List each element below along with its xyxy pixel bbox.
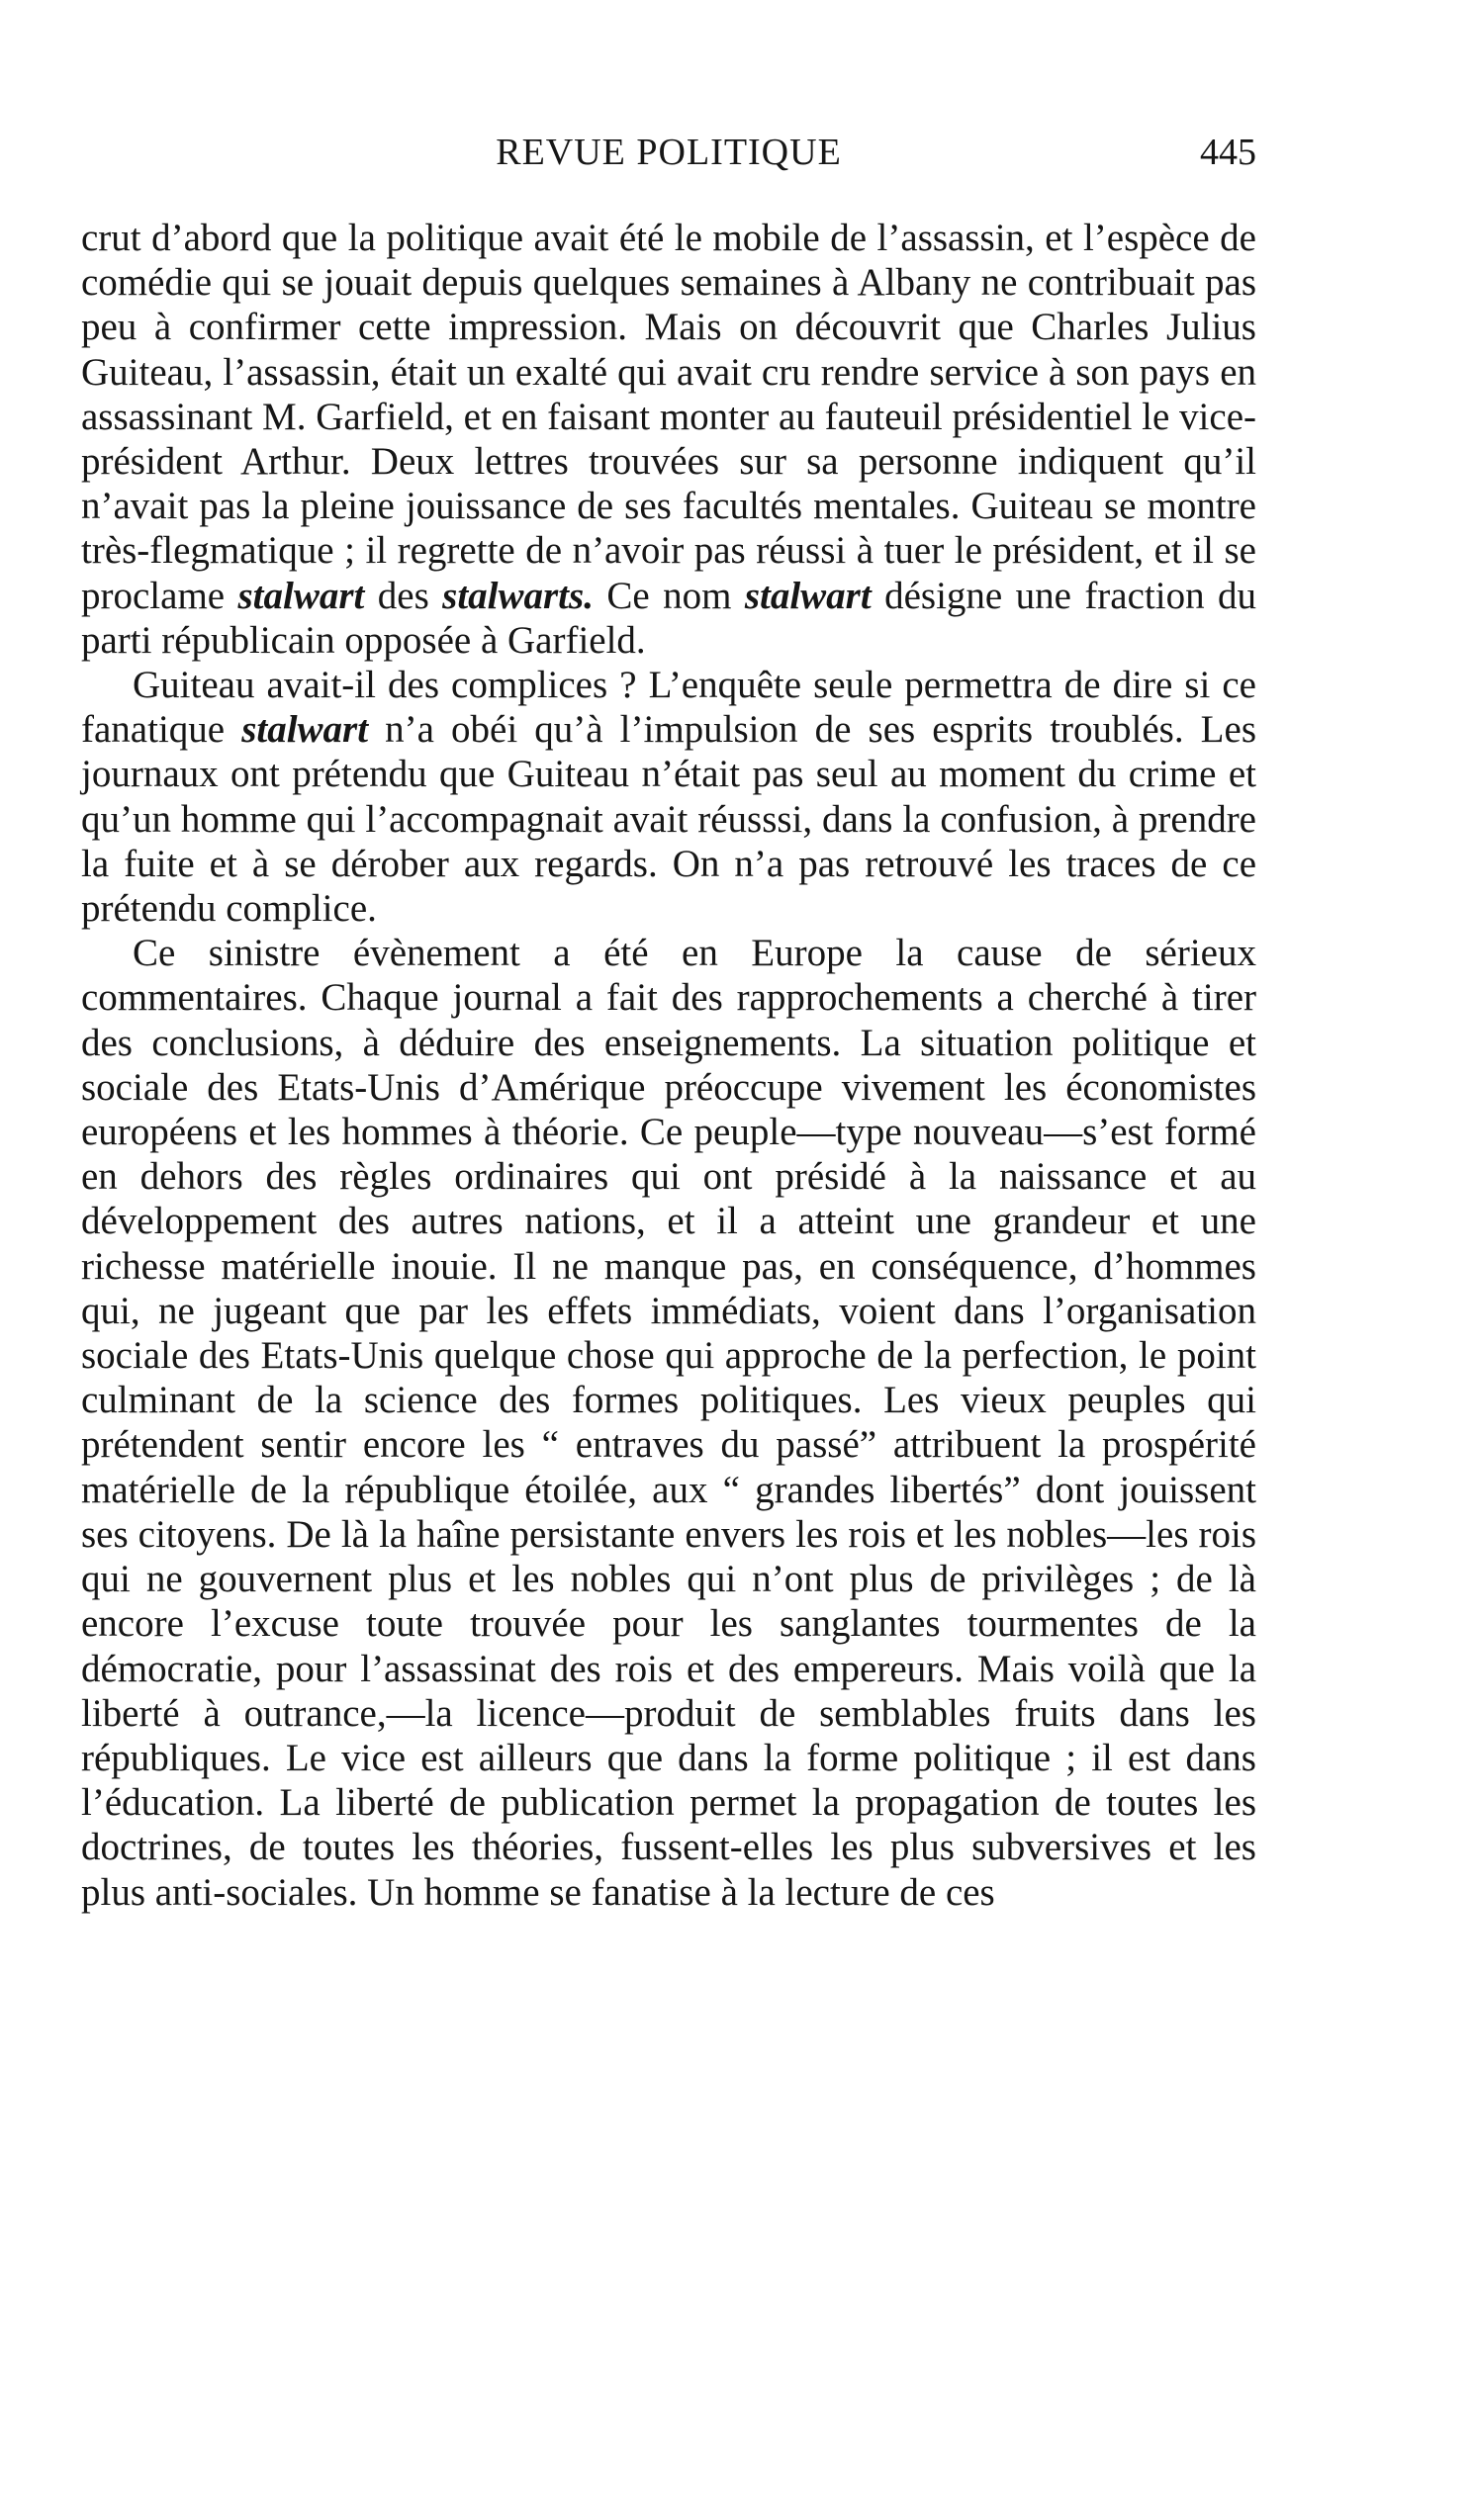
italic-term: stalwart xyxy=(744,574,872,617)
paragraph xyxy=(81,931,1256,1914)
running-title: REVUE POLITIQUE xyxy=(496,132,842,173)
italic-term: stalwart xyxy=(237,574,365,617)
body-text xyxy=(81,216,1256,1915)
text-run: des xyxy=(364,574,443,617)
text-run: Guiteau avait-il des complices ? L’enquête seule permettra de dire si ce fanatique xyxy=(81,664,1256,752)
paragraph xyxy=(81,216,1256,663)
paragraph xyxy=(81,663,1256,931)
text-run: n’a obéi qu’à l’impulsion de ses esprits troublés. Les journaux ont prétendu que Guiteau n’était pas seul au moment du crime et qu’un homme qui l’accompagnait avait réusssi, dans la confusion, à prendre la fuite et à se dérober aux regards. On n’a pas retrouvé les traces de ce prétendu complice. xyxy=(81,708,1256,931)
text-run: désigne une fraction du parti républicain opposée à Garfield. xyxy=(81,574,1256,662)
text-run: Ce sinistre évènement a été en Europe la cause de sérieux commentaires. Chaque journal a fait des rapprochements a cherché à tirer des conclusions, à déduire des enseignements. La situation politique et sociale des Etats-Unis d’Amérique préoccupe vivement les économistes européens et les hommes à théorie. Ce peuple—type nouveau—s’est formé en dehors des règles ordinaires qui ont présidé à la naissance et au développement des autres nations, et il a atteint une grandeur et une richesse matérielle inouie. Il ne manque pas, en conséquence, d’hommes qui, ne jugeant que par les effets immédiats, voient dans l’organisation sociale des Etats-Unis quelque chose qui approche de la perfection, le point culminant de la science des formes politiques. Les vieux peuples qui prétendent sentir encore les “ entraves du passé” attribuent la prospérité matérielle de la république étoilée, aux “ grandes libertés” dont jouissent ses citoyens. De là la haîne persistante envers les rois et les nobles—les rois qui ne gouvernent plus et les nobles qui n’ont plus de privilèges ; de là encore l’excuse toute trouvée pour les sanglantes tourmentes de la démocratie, pour l’assassinat des rois et des empereurs. Mais voilà que la liberté à outrance,—la licence—produit de semblables fruits dans les républiques. Le vice est ailleurs que dans la forme politique ; il est dans l’éducation. La liberté de publication permet la propagation de toutes les doctrines, de toutes les théories, fussent-elles les plus subversives et les plus anti-sociales. Un homme se fanatise à la lecture de ces xyxy=(81,932,1256,1914)
page-number: 445 xyxy=(1200,132,1256,173)
running-header xyxy=(81,131,1256,190)
text-run: Ce nom xyxy=(593,574,745,617)
italic-term: stalwart xyxy=(241,708,369,752)
text-run: crut d’abord que la politique avait été le mobile de l’assassin, et l’espèce de comédie qui se jouait depuis quelques semaines à Albany ne contribuait pas peu à confirmer cette impression. Mais on découvrit que Charles Julius Guiteau, l’assassin, était un exalté qui avait cru rendre service à son pays en assassinant M. Garfield, et en faisant monter au fauteuil présidentiel le vice-président Arthur. Deux lettres trouvées sur sa personne indiquent qu’il n’avait pas la pleine jouissance de ses facultés mentales. Guiteau se montre très-flegmatique ; il regrette de n’avoir pas réussi à tuer le président, et il se proclame xyxy=(81,217,1256,617)
italic-term: stalwarts. xyxy=(442,574,594,617)
